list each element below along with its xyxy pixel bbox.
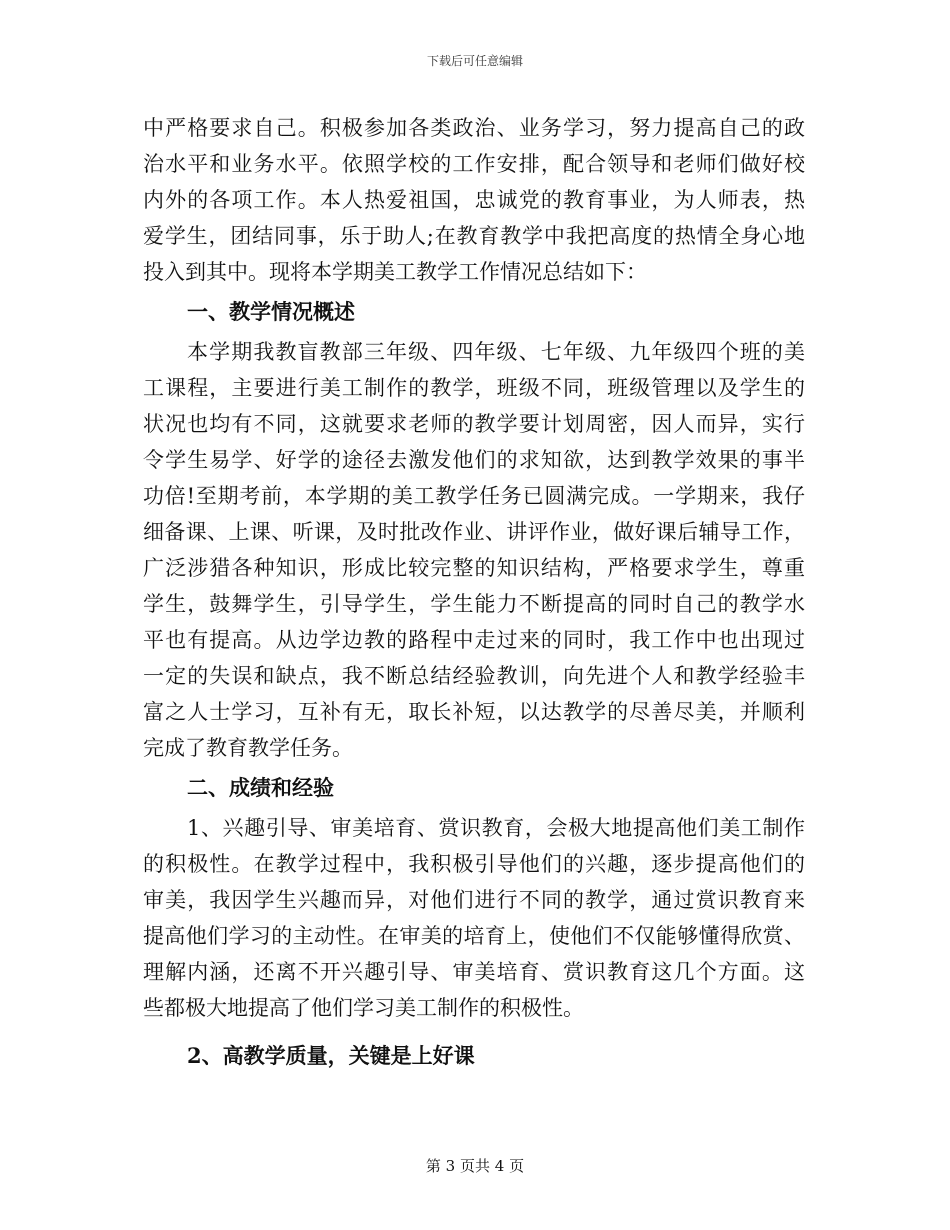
text-line: 功倍!至期考前，本学期的美工教学任务已圆满完成。一学期来，我仔 bbox=[143, 484, 805, 508]
section-heading: 一、教学情况概述 bbox=[187, 299, 355, 324]
body-text bbox=[143, 110, 805, 1074]
text-line: 爱学生，团结同事，乐于助人;在教育教学中我把高度的热情全身心地 bbox=[143, 224, 805, 248]
text-line: 完成了教育教学任务。 bbox=[143, 736, 353, 760]
text-line: 治水平和业务水平。依照学校的工作安排，配合领导和老师们做好校 bbox=[143, 152, 805, 176]
section-heading: 二、成绩和经验 bbox=[187, 775, 334, 800]
text-line: 细备课、上课、听课，及时批改作业、讲评作业，做好课后辅导工作， bbox=[143, 520, 805, 544]
text-line: 1、兴趣引导、审美培育、赏识教育，会极大地提高他们美工制作 bbox=[187, 816, 805, 840]
text-line: 广泛涉猎各种知识，形成比较完整的知识结构，严格要求学生，尊重 bbox=[143, 556, 805, 580]
paragraph bbox=[143, 334, 805, 766]
text-line: 学生，鼓舞学生，引导学生，学生能力不断提高的同时自己的教学水 bbox=[143, 592, 805, 616]
text-line: 理解内涵，还离不开兴趣引导、审美培育、赏识教育这几个方面。这 bbox=[143, 960, 805, 984]
text-line: 本学期我教盲教部三年级、四年级、七年级、九年级四个班的美 bbox=[187, 340, 805, 364]
paragraph bbox=[143, 810, 805, 1026]
text-line: 令学生易学、好学的途径去激发他们的求知欲，达到教学效果的事半 bbox=[143, 448, 805, 472]
text-line: 审美，我因学生兴趣而异，对他们进行不同的教学，通过赏识教育来 bbox=[143, 888, 805, 912]
text-line: 工课程，主要进行美工制作的教学，班级不同，班级管理以及学生的 bbox=[143, 376, 805, 400]
text-line: 富之人士学习，互补有无，取长补短，以达教学的尽善尽美，并顺利 bbox=[143, 700, 805, 724]
paragraph bbox=[143, 110, 805, 290]
text-line: 些都极大地提高了他们学习美工制作的积极性。 bbox=[143, 996, 584, 1020]
header-note: 下载后可任意编辑 bbox=[426, 54, 523, 68]
text-line: 提高他们学习的主动性。在审美的培育上，使他们不仅能够懂得欣赏、 bbox=[143, 924, 805, 948]
text-line: 一定的失误和缺点，我不断总结经验教训，向先进个人和教学经验丰 bbox=[143, 664, 805, 688]
text-line: 内外的各项工作。本人热爱祖国，忠诚党的教育事业，为人师表，热 bbox=[143, 188, 805, 212]
text-line: 的积极性。在教学过程中，我积极引导他们的兴趣，逐步提高他们的 bbox=[143, 852, 805, 876]
text-line: 平也有提高。从边学边教的路程中走过来的同时，我工作中也出现过 bbox=[143, 628, 805, 652]
subsection-heading: 2、高教学质量，关键是上好课 bbox=[187, 1043, 475, 1068]
text-line: 中严格要求自己。积极参加各类政治、业务学习，努力提高自己的政 bbox=[143, 116, 805, 140]
text-line: 投入到其中。现将本学期美工教学工作情况总结如下： bbox=[143, 260, 647, 284]
text-line: 状况也均有不同，这就要求老师的教学要计划周密，因人而异，实行 bbox=[143, 412, 805, 436]
page-number: 第 3 页共 4 页 bbox=[425, 1157, 525, 1175]
